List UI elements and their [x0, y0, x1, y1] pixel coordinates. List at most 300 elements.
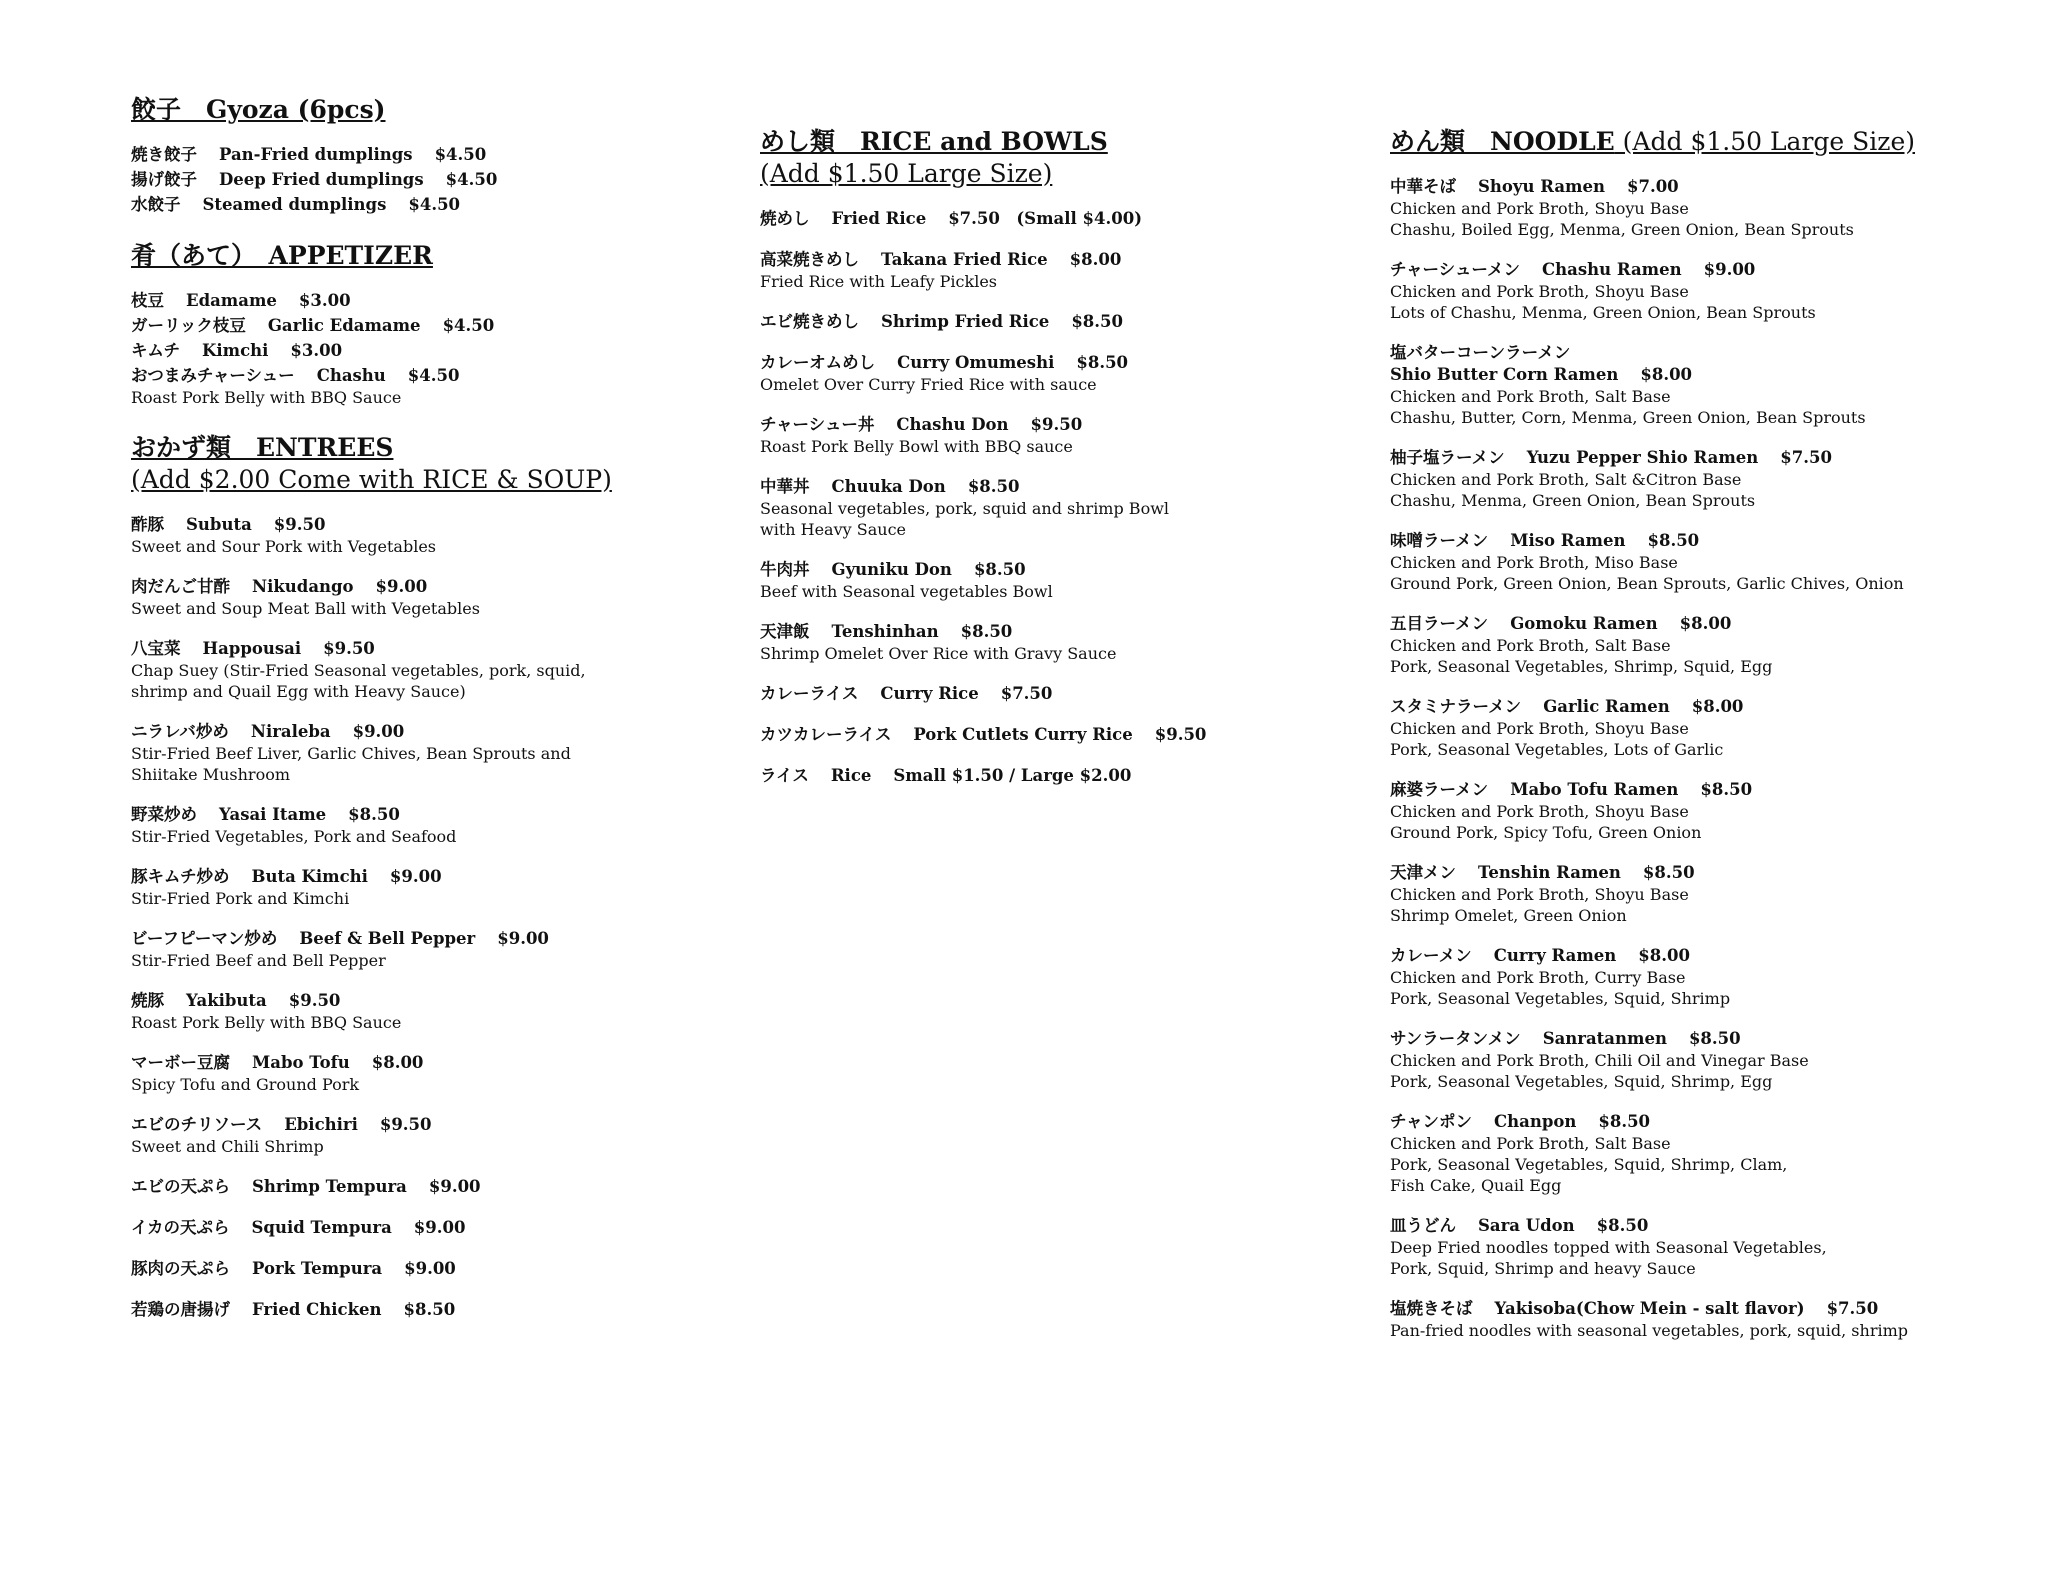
- menu-item: [1390, 779, 2030, 843]
- menu-item-description: Pork, Seasonal Vegetables, Lots of Garlic: [1390, 740, 1724, 759]
- menu-item-price: $8.00: [1638, 946, 1690, 965]
- menu-item: [1390, 259, 2030, 323]
- menu-item: [760, 724, 1360, 746]
- menu-item-price: $4.50: [442, 316, 495, 335]
- menu-column-right: [1390, 126, 2030, 1365]
- menu-item-description: Sweet and Chili Shrimp: [131, 1137, 324, 1156]
- menu-item-line: [131, 928, 691, 950]
- menu-item-en-name: Chanpon: [1494, 1112, 1577, 1131]
- menu-item-price: $8.50: [1076, 353, 1129, 372]
- menu-item-price: $4.50: [407, 366, 460, 385]
- menu-item-description: Chashu, Menma, Green Onion, Bean Sprouts: [1390, 491, 1756, 510]
- menu-item-price: $9.00: [497, 929, 549, 948]
- section-subtitle: (Add $2.00 Come with RICE & SOUP): [131, 465, 612, 494]
- menu-item-line: [1390, 447, 2030, 469]
- menu-item-en-name: Garlic Edamame: [267, 316, 421, 335]
- menu-item-line: [131, 514, 691, 536]
- menu-item-line: [1390, 342, 2030, 364]
- menu-item-line: [1390, 530, 2030, 552]
- menu-item-price: $4.50: [445, 170, 498, 189]
- menu-item: [760, 311, 1360, 333]
- menu-item-en-name: Gyuniku Don: [831, 560, 952, 579]
- menu-item-price: $7.50 (Small $4.00): [948, 209, 1142, 228]
- menu-item-en-name: Pork Tempura: [252, 1259, 383, 1278]
- menu-item-description: with Heavy Sauce: [760, 520, 906, 539]
- section-title-text: めん類 NOODLE: [1390, 127, 1615, 156]
- menu-item: [1390, 1298, 2030, 1341]
- menu-item-description: Chicken and Pork Broth, Shoyu Base: [1390, 282, 1689, 301]
- menu-item-description: Pork, Squid, Shrimp and heavy Sauce: [1390, 1259, 1696, 1278]
- menu-item: [760, 249, 1360, 292]
- menu-item-en-name: Shoyu Ramen: [1478, 177, 1605, 196]
- menu-item: [131, 340, 691, 362]
- menu-column-middle: [760, 126, 1360, 811]
- menu-item-en-name: Tenshin Ramen: [1478, 863, 1621, 882]
- menu-item-jp-name: ビーフピーマン炒め: [131, 929, 278, 948]
- section-items: [760, 208, 1360, 787]
- menu-item-line: [1390, 1215, 2030, 1237]
- menu-item-en-name: Kimchi: [202, 341, 269, 360]
- menu-item-price: $8.00: [371, 1053, 424, 1072]
- menu-item-description: Chicken and Pork Broth, Miso Base: [1390, 553, 1678, 572]
- menu-item: [131, 1114, 691, 1157]
- menu-item-jp-name: 柚子塩ラーメン: [1390, 448, 1505, 467]
- menu-item: [760, 352, 1360, 395]
- menu-item-jp-name: ニラレバ炒め: [131, 722, 229, 741]
- menu-item-en-name: Curry Ramen: [1493, 946, 1617, 965]
- menu-item-en-name: Subuta: [186, 515, 252, 534]
- menu-item-price: $8.50: [1647, 531, 1700, 550]
- menu-item-line: [760, 724, 1360, 746]
- menu-item-en-name: Chuuka Don: [831, 477, 946, 496]
- menu-item-price: $9.00: [389, 867, 442, 886]
- menu-item-line: [760, 621, 1360, 643]
- menu-item-jp-name: 揚げ餃子: [131, 170, 197, 189]
- menu-item-en-name: Sara Udon: [1478, 1216, 1575, 1235]
- menu-item-jp-name: カレーライス: [760, 684, 859, 703]
- menu-item-line: [760, 249, 1360, 271]
- menu-item-description: Stir-Fried Vegetables, Pork and Seafood: [131, 827, 457, 846]
- menu-item-description: Fried Rice with Leafy Pickles: [760, 272, 997, 291]
- menu-item-description: Chicken and Pork Broth, Salt Base: [1390, 1134, 1671, 1153]
- menu-item-jp-name: 水餃子: [131, 195, 181, 214]
- section-title-text: 餃子 Gyoza (6pcs): [131, 95, 386, 124]
- menu-item-description: Pork, Seasonal Vegetables, Squid, Shrimp: [1390, 989, 1731, 1008]
- menu-item-price: $8.50: [960, 622, 1013, 641]
- section-title-text: 肴（あて） APPETIZER: [131, 241, 433, 270]
- menu-item-line: [760, 208, 1360, 230]
- menu-item-jp-name: 高菜焼きめし: [760, 250, 859, 269]
- section-items: [131, 144, 691, 216]
- menu-item-jp-name: 焼めし: [760, 209, 810, 228]
- menu-column-left: [131, 94, 691, 1345]
- menu-item: [131, 194, 691, 216]
- section-items: [131, 514, 691, 1321]
- menu-item-description: Ground Pork, Spicy Tofu, Green Onion: [1390, 823, 1702, 842]
- menu-item-line: [1390, 613, 2030, 635]
- menu-item-price: $8.00: [1691, 697, 1744, 716]
- menu-item-jp-name: 枝豆: [131, 291, 164, 310]
- menu-item-price: $7.50: [1826, 1299, 1879, 1318]
- menu-item-line: [131, 169, 691, 191]
- menu-item-jp-name: チャーシュー丼: [760, 415, 875, 434]
- menu-item-en-name: Curry Omumeshi: [897, 353, 1055, 372]
- menu-item: [131, 576, 691, 619]
- menu-item-description: Deep Fried noodles topped with Seasonal Vegetables,: [1390, 1238, 1827, 1257]
- menu-item-description: Shiitake Mushroom: [131, 765, 291, 784]
- menu-item-line: [1390, 1028, 2030, 1050]
- menu-item-jp-name: エビのチリソース: [131, 1115, 263, 1134]
- menu-item-price: $8.50: [973, 560, 1026, 579]
- menu-item: [760, 683, 1360, 705]
- section-title: [131, 432, 691, 464]
- menu-item-description: Roast Pork Belly Bowl with BBQ sauce: [760, 437, 1073, 456]
- menu-item: [1390, 696, 2030, 760]
- section-title-note: (Add $1.50 Large Size): [1614, 127, 1916, 156]
- menu-item-description: Stir-Fried Beef Liver, Garlic Chives, Bean Sprouts and: [131, 744, 571, 763]
- menu-item-en-name: Gomoku Ramen: [1510, 614, 1658, 633]
- menu-item-en-name: Fried Rice: [831, 209, 927, 228]
- menu-item-description: Seasonal vegetables, pork, squid and shrimp Bowl: [760, 499, 1170, 518]
- menu-item-line: [131, 194, 691, 216]
- menu-item-jp-name: イカの天ぷら: [131, 1218, 230, 1237]
- menu-item-en-name: Happousai: [202, 639, 302, 658]
- menu-item: [131, 638, 691, 702]
- menu-item-price: $3.00: [290, 341, 343, 360]
- menu-item-price: $8.00: [1069, 250, 1122, 269]
- menu-item-description: Chashu, Boiled Egg, Menma, Green Onion, Bean Sprouts: [1390, 220, 1854, 239]
- menu-item: [131, 1176, 691, 1198]
- menu-item-en-name: Sanratanmen: [1542, 1029, 1667, 1048]
- menu-item-en-name: Steamed dumplings: [202, 195, 387, 214]
- menu-item-price: $9.00: [352, 722, 405, 741]
- menu-item-price: $9.00: [413, 1218, 466, 1237]
- menu-item-en-name: Edamame: [186, 291, 277, 310]
- menu-item-jp-name: ガーリック枝豆: [131, 316, 246, 335]
- menu-item-description: Chicken and Pork Broth, Curry Base: [1390, 968, 1686, 987]
- menu-item-price: $7.50: [1780, 448, 1832, 467]
- section-title-text: めし類 RICE and BOWLS: [760, 127, 1108, 156]
- menu-item-line: [131, 290, 691, 312]
- menu-item-price: $3.00: [298, 291, 351, 310]
- menu-item-line: [131, 866, 691, 888]
- menu-item-description: Sweet and Soup Meat Ball with Vegetables: [131, 599, 480, 618]
- menu-item-jp-name: 酢豚: [131, 515, 164, 534]
- menu-item: [131, 928, 691, 971]
- menu-item-jp-name: 肉だんご甘酢: [131, 577, 230, 596]
- menu-item-en-name: Ebichiri: [284, 1115, 358, 1134]
- menu-item: [131, 144, 691, 166]
- menu-item-price: $8.00: [1679, 614, 1732, 633]
- menu-item-price: $9.00: [404, 1259, 456, 1278]
- menu-item-en-name: Pork Cutlets Curry Rice: [913, 725, 1133, 744]
- menu-item-en-name: Garlic Ramen: [1543, 697, 1670, 716]
- menu-item: [131, 1052, 691, 1095]
- menu-item-description: Roast Pork Belly with BBQ Sauce: [131, 388, 402, 407]
- menu-item-description: Lots of Chashu, Menma, Green Onion, Bean Sprouts: [1390, 303, 1816, 322]
- menu-item-price: $8.50: [1071, 312, 1123, 331]
- menu-item-price: $8.50: [1642, 863, 1695, 882]
- menu-item: [131, 315, 691, 337]
- menu-item: [1390, 176, 2030, 240]
- menu-item-description: Pork, Seasonal Vegetables, Shrimp, Squid, Egg: [1390, 657, 1773, 676]
- menu-item: [760, 621, 1360, 664]
- menu-item-price: $8.50: [967, 477, 1020, 496]
- menu-item-jp-name: エビの天ぷら: [131, 1177, 230, 1196]
- menu-item-line: [1390, 364, 2030, 386]
- menu-item-en-name: Shrimp Fried Rice: [881, 312, 1050, 331]
- menu-item-price: $9.50: [379, 1115, 432, 1134]
- menu-item-en-name: Chashu Don: [896, 415, 1009, 434]
- menu-item-line: [1390, 1111, 2030, 1133]
- menu-item-jp-name: 若鶏の唐揚げ: [131, 1300, 230, 1319]
- menu-item: [131, 169, 691, 191]
- menu-item-description: Chicken and Pork Broth, Shoyu Base: [1390, 199, 1689, 218]
- menu-item-price: $9.50: [288, 991, 341, 1010]
- menu-item-price: $7.00: [1626, 177, 1679, 196]
- menu-item: [1390, 1028, 2030, 1092]
- menu-item-jp-name: 中華丼: [760, 477, 810, 496]
- menu-item-jp-name: 天津飯: [760, 622, 810, 641]
- menu-item-description: Pork, Seasonal Vegetables, Squid, Shrimp, Clam,: [1390, 1155, 1788, 1174]
- menu-item-en-name: Chashu: [316, 366, 386, 385]
- menu-item-en-name: Mabo Tofu: [252, 1053, 350, 1072]
- menu-item-price: $8.50: [1700, 780, 1753, 799]
- menu-item-price: $8.50: [348, 805, 400, 824]
- menu-item: [1390, 1215, 2030, 1279]
- menu-item-line: [131, 1217, 691, 1239]
- menu-section: [131, 240, 691, 408]
- section-title-text: おかず類 ENTREES: [131, 433, 394, 462]
- menu-item-jp-name: カレーメン: [1390, 946, 1472, 965]
- menu-item-line: [131, 1052, 691, 1074]
- menu-item-price: $8.50: [1596, 1216, 1649, 1235]
- menu-item-line: [1390, 1298, 2030, 1320]
- menu-item-description: Stir-Fried Pork and Kimchi: [131, 889, 350, 908]
- menu-item-line: [760, 352, 1360, 374]
- menu-item-description: Chashu, Butter, Corn, Menma, Green Onion, Bean Sprouts: [1390, 408, 1866, 427]
- menu-item-jp-name: 塩焼きそば: [1390, 1299, 1473, 1318]
- menu-item-en-name: Fried Chicken: [252, 1300, 382, 1319]
- menu-item-line: [131, 1299, 691, 1321]
- section-subtitle: (Add $1.50 Large Size): [760, 159, 1053, 188]
- menu-item-jp-name: カツカレーライス: [760, 725, 892, 744]
- menu-item-jp-name: ライス: [760, 766, 809, 785]
- menu-item-description: Shrimp Omelet, Green Onion: [1390, 906, 1627, 925]
- menu-item-description: Pan-fried noodles with seasonal vegetables, pork, squid, shrimp: [1390, 1321, 1908, 1340]
- menu-item: [131, 990, 691, 1033]
- menu-item-description: Roast Pork Belly with BBQ Sauce: [131, 1013, 402, 1032]
- section-items: [1390, 176, 2030, 1341]
- menu-item-en-name: Miso Ramen: [1510, 531, 1626, 550]
- menu-item-jp-name: 焼豚: [131, 991, 164, 1010]
- menu-item: [1390, 613, 2030, 677]
- menu-item-en-name: Yuzu Pepper Shio Ramen: [1526, 448, 1759, 467]
- menu-item-en-name: Yakibuta: [186, 991, 267, 1010]
- menu-item-en-name: Yasai Itame: [219, 805, 327, 824]
- menu-item-en-name: Rice: [830, 766, 872, 785]
- menu-item-jp-name: おつまみチャーシュー: [131, 366, 295, 385]
- menu-item-en-name: Buta Kimchi: [251, 867, 368, 886]
- menu-item-price: $9.50: [1154, 725, 1207, 744]
- menu-item-en-name: Chashu Ramen: [1542, 260, 1682, 279]
- menu-item-line: [760, 476, 1360, 498]
- menu-item-line: [131, 1258, 691, 1280]
- section-items: [131, 290, 691, 408]
- menu-section: [131, 94, 691, 216]
- menu-item-price: $8.50: [403, 1300, 456, 1319]
- menu-item-en-name: Shio Butter Corn Ramen: [1390, 365, 1619, 384]
- menu-item-jp-name: 塩バターコーンラーメン: [1390, 343, 1571, 362]
- menu-item: [760, 559, 1360, 602]
- menu-item-description: Stir-Fried Beef and Bell Pepper: [131, 951, 386, 970]
- section-title: [760, 126, 1360, 158]
- menu-item: [131, 290, 691, 312]
- menu-section: [131, 432, 691, 1321]
- menu-item-jp-name: 八宝菜: [131, 639, 181, 658]
- menu-item-en-name: Mabo Tofu Ramen: [1510, 780, 1679, 799]
- menu-item-jp-name: カレーオムめし: [760, 353, 876, 372]
- menu-item-en-name: Tenshinhan: [831, 622, 939, 641]
- menu-item-line: [131, 804, 691, 826]
- menu-item: [1390, 945, 2030, 1009]
- menu-item-price: Small $1.50 / Large $2.00: [893, 766, 1132, 785]
- menu-item-description: Chicken and Pork Broth, Shoyu Base: [1390, 719, 1689, 738]
- menu-item-jp-name: 皿うどん: [1390, 1216, 1456, 1235]
- menu-item-price: $4.50: [408, 195, 461, 214]
- menu-item-jp-name: エビ焼きめし: [760, 312, 859, 331]
- menu-item: [760, 208, 1360, 230]
- section-title: [1390, 126, 2030, 158]
- menu-item-en-name: Squid Tempura: [251, 1218, 392, 1237]
- menu-item-jp-name: キムチ: [131, 341, 181, 360]
- menu-item-line: [131, 144, 691, 166]
- menu-item-line: [131, 1176, 691, 1198]
- menu-item-price: $8.50: [1688, 1029, 1741, 1048]
- menu-item-price: $8.50: [1598, 1112, 1651, 1131]
- menu-item-line: [131, 340, 691, 362]
- menu-item-jp-name: 麻婆ラーメン: [1390, 780, 1489, 799]
- menu-item-en-name: Niraleba: [250, 722, 331, 741]
- menu-item-description: Chicken and Pork Broth, Shoyu Base: [1390, 885, 1689, 904]
- menu-section: [1390, 126, 2030, 1341]
- menu-item: [131, 804, 691, 847]
- menu-item-description: Spicy Tofu and Ground Pork: [131, 1075, 360, 1094]
- menu-item-jp-name: サンラータンメン: [1390, 1029, 1521, 1048]
- menu-item-line: [131, 315, 691, 337]
- menu-item-line: [131, 576, 691, 598]
- menu-item-line: [760, 683, 1360, 705]
- menu-item-line: [1390, 176, 2030, 198]
- menu-item: [1390, 1111, 2030, 1196]
- menu-item-line: [760, 559, 1360, 581]
- menu-item-price: $4.50: [434, 145, 487, 164]
- menu-item-en-name: Yakisoba(Chow Mein - salt flavor): [1494, 1299, 1805, 1318]
- menu-item-price: $9.00: [428, 1177, 481, 1196]
- menu-item-line: [131, 638, 691, 660]
- menu-item-jp-name: 豚キムチ炒め: [131, 867, 230, 886]
- menu-item-jp-name: 野菜炒め: [131, 805, 197, 824]
- section-title: [131, 94, 691, 126]
- menu-item-jp-name: 豚肉の天ぷら: [131, 1259, 230, 1278]
- menu-item-line: [131, 1114, 691, 1136]
- menu-item-description: Beef with Seasonal vegetables Bowl: [760, 582, 1053, 601]
- menu-item: [131, 514, 691, 557]
- menu-item: [760, 765, 1360, 787]
- menu-item-en-name: Shrimp Tempura: [252, 1177, 407, 1196]
- menu-item-jp-name: 中華そば: [1390, 177, 1456, 196]
- menu-item-description: Chicken and Pork Broth, Salt &Citron Base: [1390, 470, 1742, 489]
- menu-item: [1390, 530, 2030, 594]
- menu-item-price: $9.50: [273, 515, 326, 534]
- menu-item: [131, 866, 691, 909]
- menu-item: [760, 476, 1360, 540]
- menu-item-price: $7.50: [1000, 684, 1053, 703]
- menu-item-jp-name: チャーシューメン: [1390, 260, 1521, 279]
- menu-item-line: [1390, 945, 2030, 967]
- menu-item-line: [131, 721, 691, 743]
- menu-item-description: Chicken and Pork Broth, Shoyu Base: [1390, 802, 1689, 821]
- menu-item-description: Ground Pork, Green Onion, Bean Sprouts, Garlic Chives, Onion: [1390, 574, 1904, 593]
- menu-item-en-name: Beef & Bell Pepper: [299, 929, 476, 948]
- menu-item-price: $9.00: [1703, 260, 1756, 279]
- menu-item: [131, 1299, 691, 1321]
- menu-item-line: [1390, 696, 2030, 718]
- menu-item-line: [1390, 862, 2030, 884]
- menu-item-jp-name: 天津メン: [1390, 863, 1456, 882]
- menu-item-line: [760, 311, 1360, 333]
- menu-item: [131, 1258, 691, 1280]
- menu-item-price: $8.00: [1640, 365, 1693, 384]
- menu-item-en-name: Nikudango: [252, 577, 354, 596]
- menu-item-jp-name: チャンポン: [1390, 1112, 1473, 1131]
- menu-item-jp-name: スタミナラーメン: [1390, 697, 1522, 716]
- menu-section: [760, 126, 1360, 787]
- menu-item-description: Omelet Over Curry Fried Rice with sauce: [760, 375, 1097, 394]
- menu-item: [131, 721, 691, 785]
- menu-item-description: Chicken and Pork Broth, Salt Base: [1390, 636, 1671, 655]
- menu-item-description: Sweet and Sour Pork with Vegetables: [131, 537, 436, 556]
- menu-item-price: $9.50: [1030, 415, 1083, 434]
- menu-item-en-name: Curry Rice: [880, 684, 979, 703]
- menu-item-line: [1390, 779, 2030, 801]
- menu-item-line: [1390, 259, 2030, 281]
- menu-item-en-name: Pan-Fried dumplings: [219, 145, 413, 164]
- menu-item-line: [131, 990, 691, 1012]
- menu-item: [1390, 342, 2030, 428]
- menu-item-price: $9.00: [375, 577, 428, 596]
- menu-item-description: Chicken and Pork Broth, Salt Base: [1390, 387, 1671, 406]
- menu-item-description: Chap Suey (Stir-Fried Seasonal vegetables, pork, squid,: [131, 661, 586, 680]
- menu-item-description: Fish Cake, Quail Egg: [1390, 1176, 1562, 1195]
- menu-item-jp-name: マーボー豆腐: [131, 1053, 230, 1072]
- menu-item: [1390, 862, 2030, 926]
- menu-item-description: shrimp and Quail Egg with Heavy Sauce): [131, 682, 466, 701]
- menu-item-jp-name: 五目ラーメン: [1390, 614, 1489, 633]
- menu-item-price: $9.50: [323, 639, 375, 658]
- section-title: [131, 240, 691, 272]
- menu-item-line: [131, 365, 691, 387]
- menu-item-description: Chicken and Pork Broth, Chili Oil and Vinegar Base: [1390, 1051, 1809, 1070]
- menu-item-jp-name: 牛肉丼: [760, 560, 810, 579]
- menu-item-en-name: Takana Fried Rice: [881, 250, 1048, 269]
- menu-item: [131, 365, 691, 408]
- menu-item-description: Pork, Seasonal Vegetables, Squid, Shrimp, Egg: [1390, 1072, 1773, 1091]
- menu-item-jp-name: 焼き餃子: [131, 145, 197, 164]
- menu-item-description: Shrimp Omelet Over Rice with Gravy Sauce: [760, 644, 1117, 663]
- menu-item: [760, 414, 1360, 457]
- menu-item-en-name: Deep Fried dumplings: [219, 170, 424, 189]
